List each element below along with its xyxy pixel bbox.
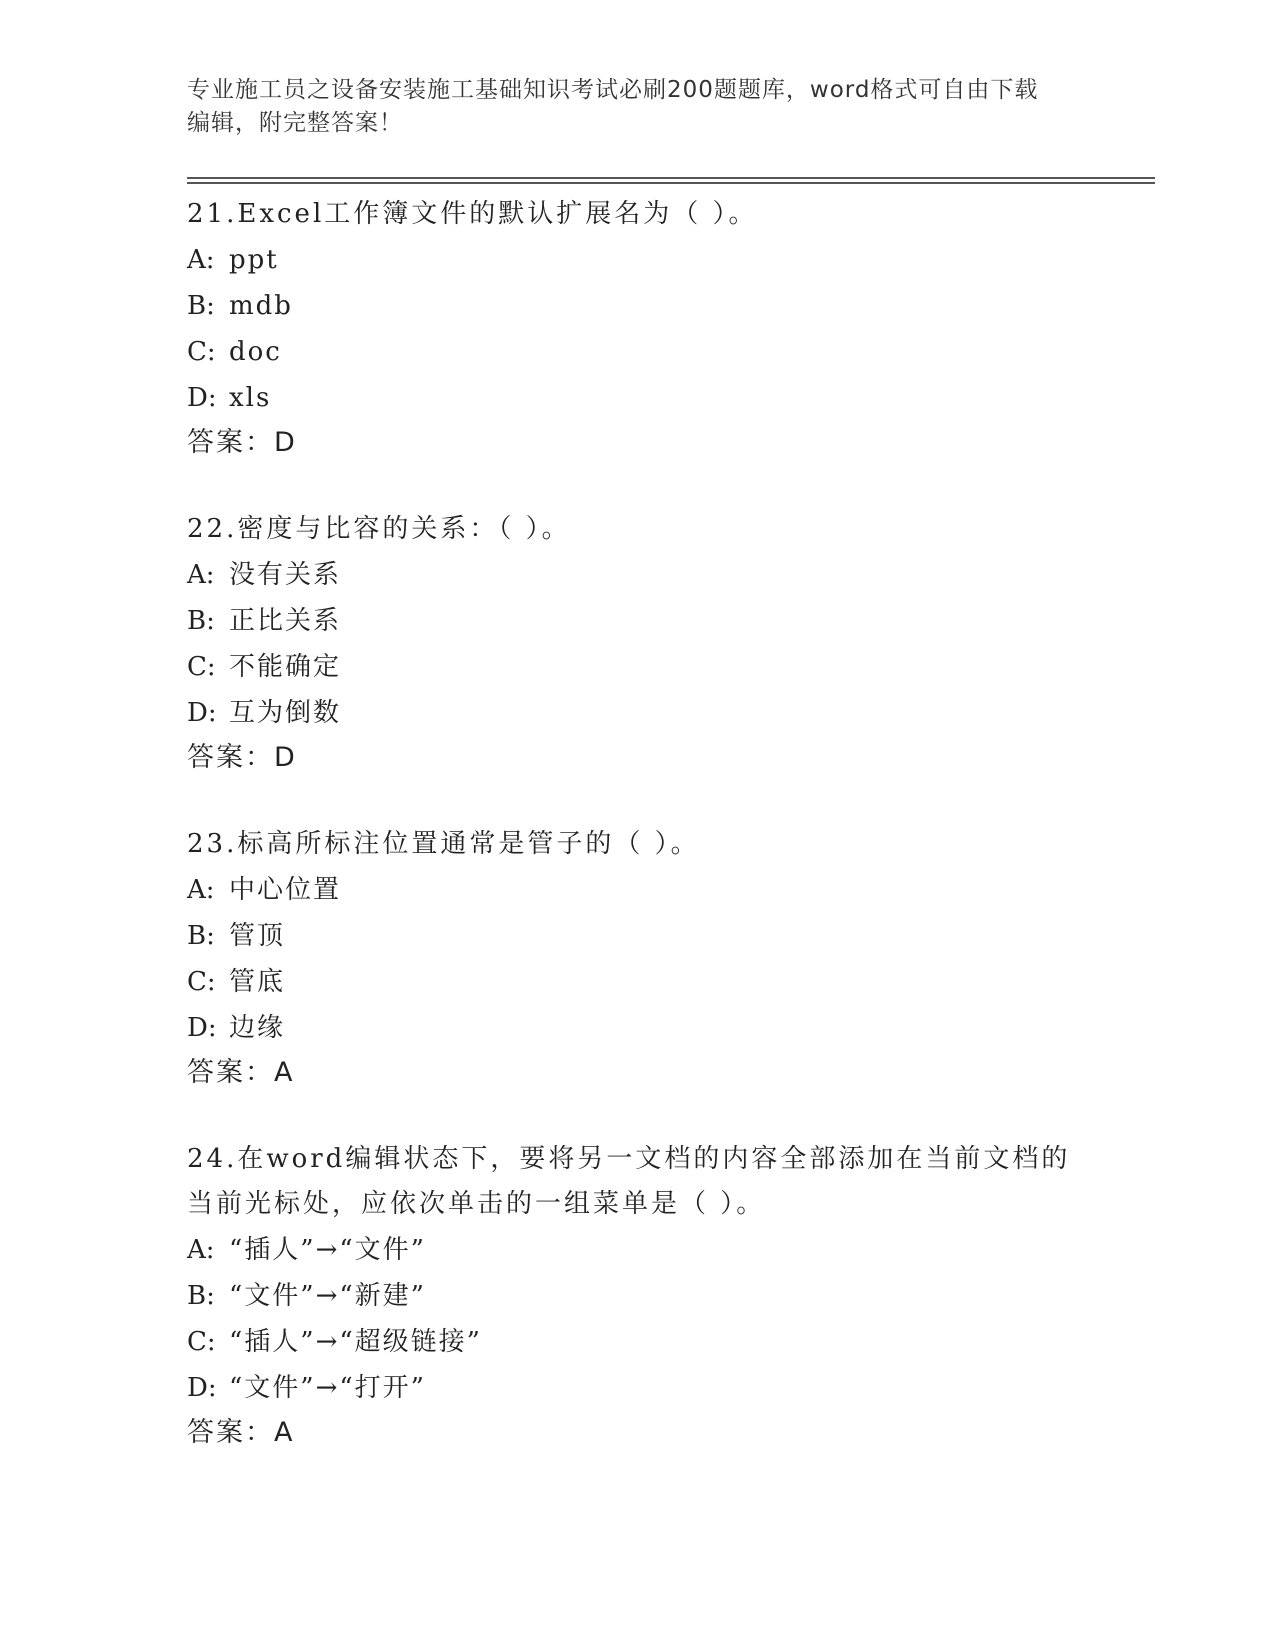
answer-text: 答案：D — [187, 742, 297, 773]
option-a — [187, 552, 1087, 598]
option-b — [187, 1273, 1087, 1319]
option-letter: D: — [187, 383, 217, 413]
question-text-line-1: 24.在word编辑状态下，要将另一文档的内容全部添加在当前文档的 — [187, 1144, 1071, 1174]
option-text: 中心位置 — [229, 875, 342, 905]
option-text: 正比关系 — [229, 606, 342, 636]
option-letter: C: — [187, 652, 216, 682]
option-letter: D: — [187, 1013, 217, 1043]
option-letter: B: — [187, 1281, 215, 1311]
question-text: 22.密度与比容的关系：（ ）。 — [187, 514, 571, 544]
option-text: 不能确定 — [229, 652, 342, 682]
option-text: “文件”→“打开” — [229, 1373, 426, 1403]
option-b — [187, 598, 1087, 644]
option-c — [187, 329, 1087, 375]
option-text: ppt — [229, 245, 279, 275]
option-letter: A: — [187, 245, 215, 275]
option-letter: A: — [187, 560, 215, 590]
option-c — [187, 959, 1087, 1005]
option-text: mdb — [229, 291, 293, 321]
header-title-line-1: 专业施工员之设备安装施工基础知识考试必刷200题题库，word格式可自由下载 — [187, 77, 1039, 103]
option-d — [187, 1365, 1087, 1411]
question-text-line-2: 当前光标处，应依次单击的一组菜单是（ ）。 — [187, 1189, 766, 1219]
option-text: doc — [229, 337, 282, 367]
option-c — [187, 644, 1087, 690]
option-letter: B: — [187, 291, 215, 321]
option-a — [187, 867, 1087, 913]
option-letter: B: — [187, 921, 215, 951]
answer-text: 答案：A — [187, 1417, 295, 1448]
option-letter: D: — [187, 1373, 217, 1403]
option-text: “文件”→“新建” — [229, 1281, 426, 1311]
header-title-line-2: 编辑，附完整答案！ — [187, 110, 403, 136]
option-text: xls — [229, 383, 272, 413]
question-text: 21.Excel工作簿文件的默认扩展名为（ ）。 — [187, 199, 758, 229]
option-letter: D: — [187, 698, 217, 728]
answer-text: 答案：A — [187, 1057, 295, 1088]
option-a — [187, 1227, 1087, 1273]
question-list — [187, 192, 1087, 1497]
option-text: 互为倒数 — [229, 698, 342, 728]
option-letter: C: — [187, 1327, 216, 1357]
option-letter: A: — [187, 1235, 215, 1265]
option-d — [187, 690, 1087, 736]
header-divider-top — [187, 177, 1155, 179]
option-text: 边缘 — [229, 1013, 286, 1043]
question-22 — [187, 507, 1087, 780]
question-21 — [187, 192, 1087, 465]
option-text: “插人”→“超级链接” — [229, 1327, 482, 1357]
option-letter: B: — [187, 606, 215, 636]
option-c — [187, 1319, 1087, 1365]
option-letter: C: — [187, 337, 216, 367]
question-23 — [187, 822, 1087, 1095]
option-text: 管底 — [229, 967, 286, 997]
option-d — [187, 375, 1087, 421]
option-letter: C: — [187, 967, 216, 997]
option-b — [187, 283, 1087, 329]
document-header — [187, 74, 1067, 140]
option-d — [187, 1005, 1087, 1051]
option-a — [187, 237, 1087, 283]
header-divider-bottom — [187, 182, 1155, 184]
option-letter: A: — [187, 875, 215, 905]
question-text: 23.标高所标注位置通常是管子的（ ）。 — [187, 829, 700, 859]
option-text: 管顶 — [229, 921, 286, 951]
option-text: “插人”→“文件” — [229, 1235, 426, 1265]
question-24 — [187, 1137, 1087, 1455]
option-text: 没有关系 — [229, 560, 342, 590]
option-b — [187, 913, 1087, 959]
answer-text: 答案：D — [187, 427, 297, 458]
